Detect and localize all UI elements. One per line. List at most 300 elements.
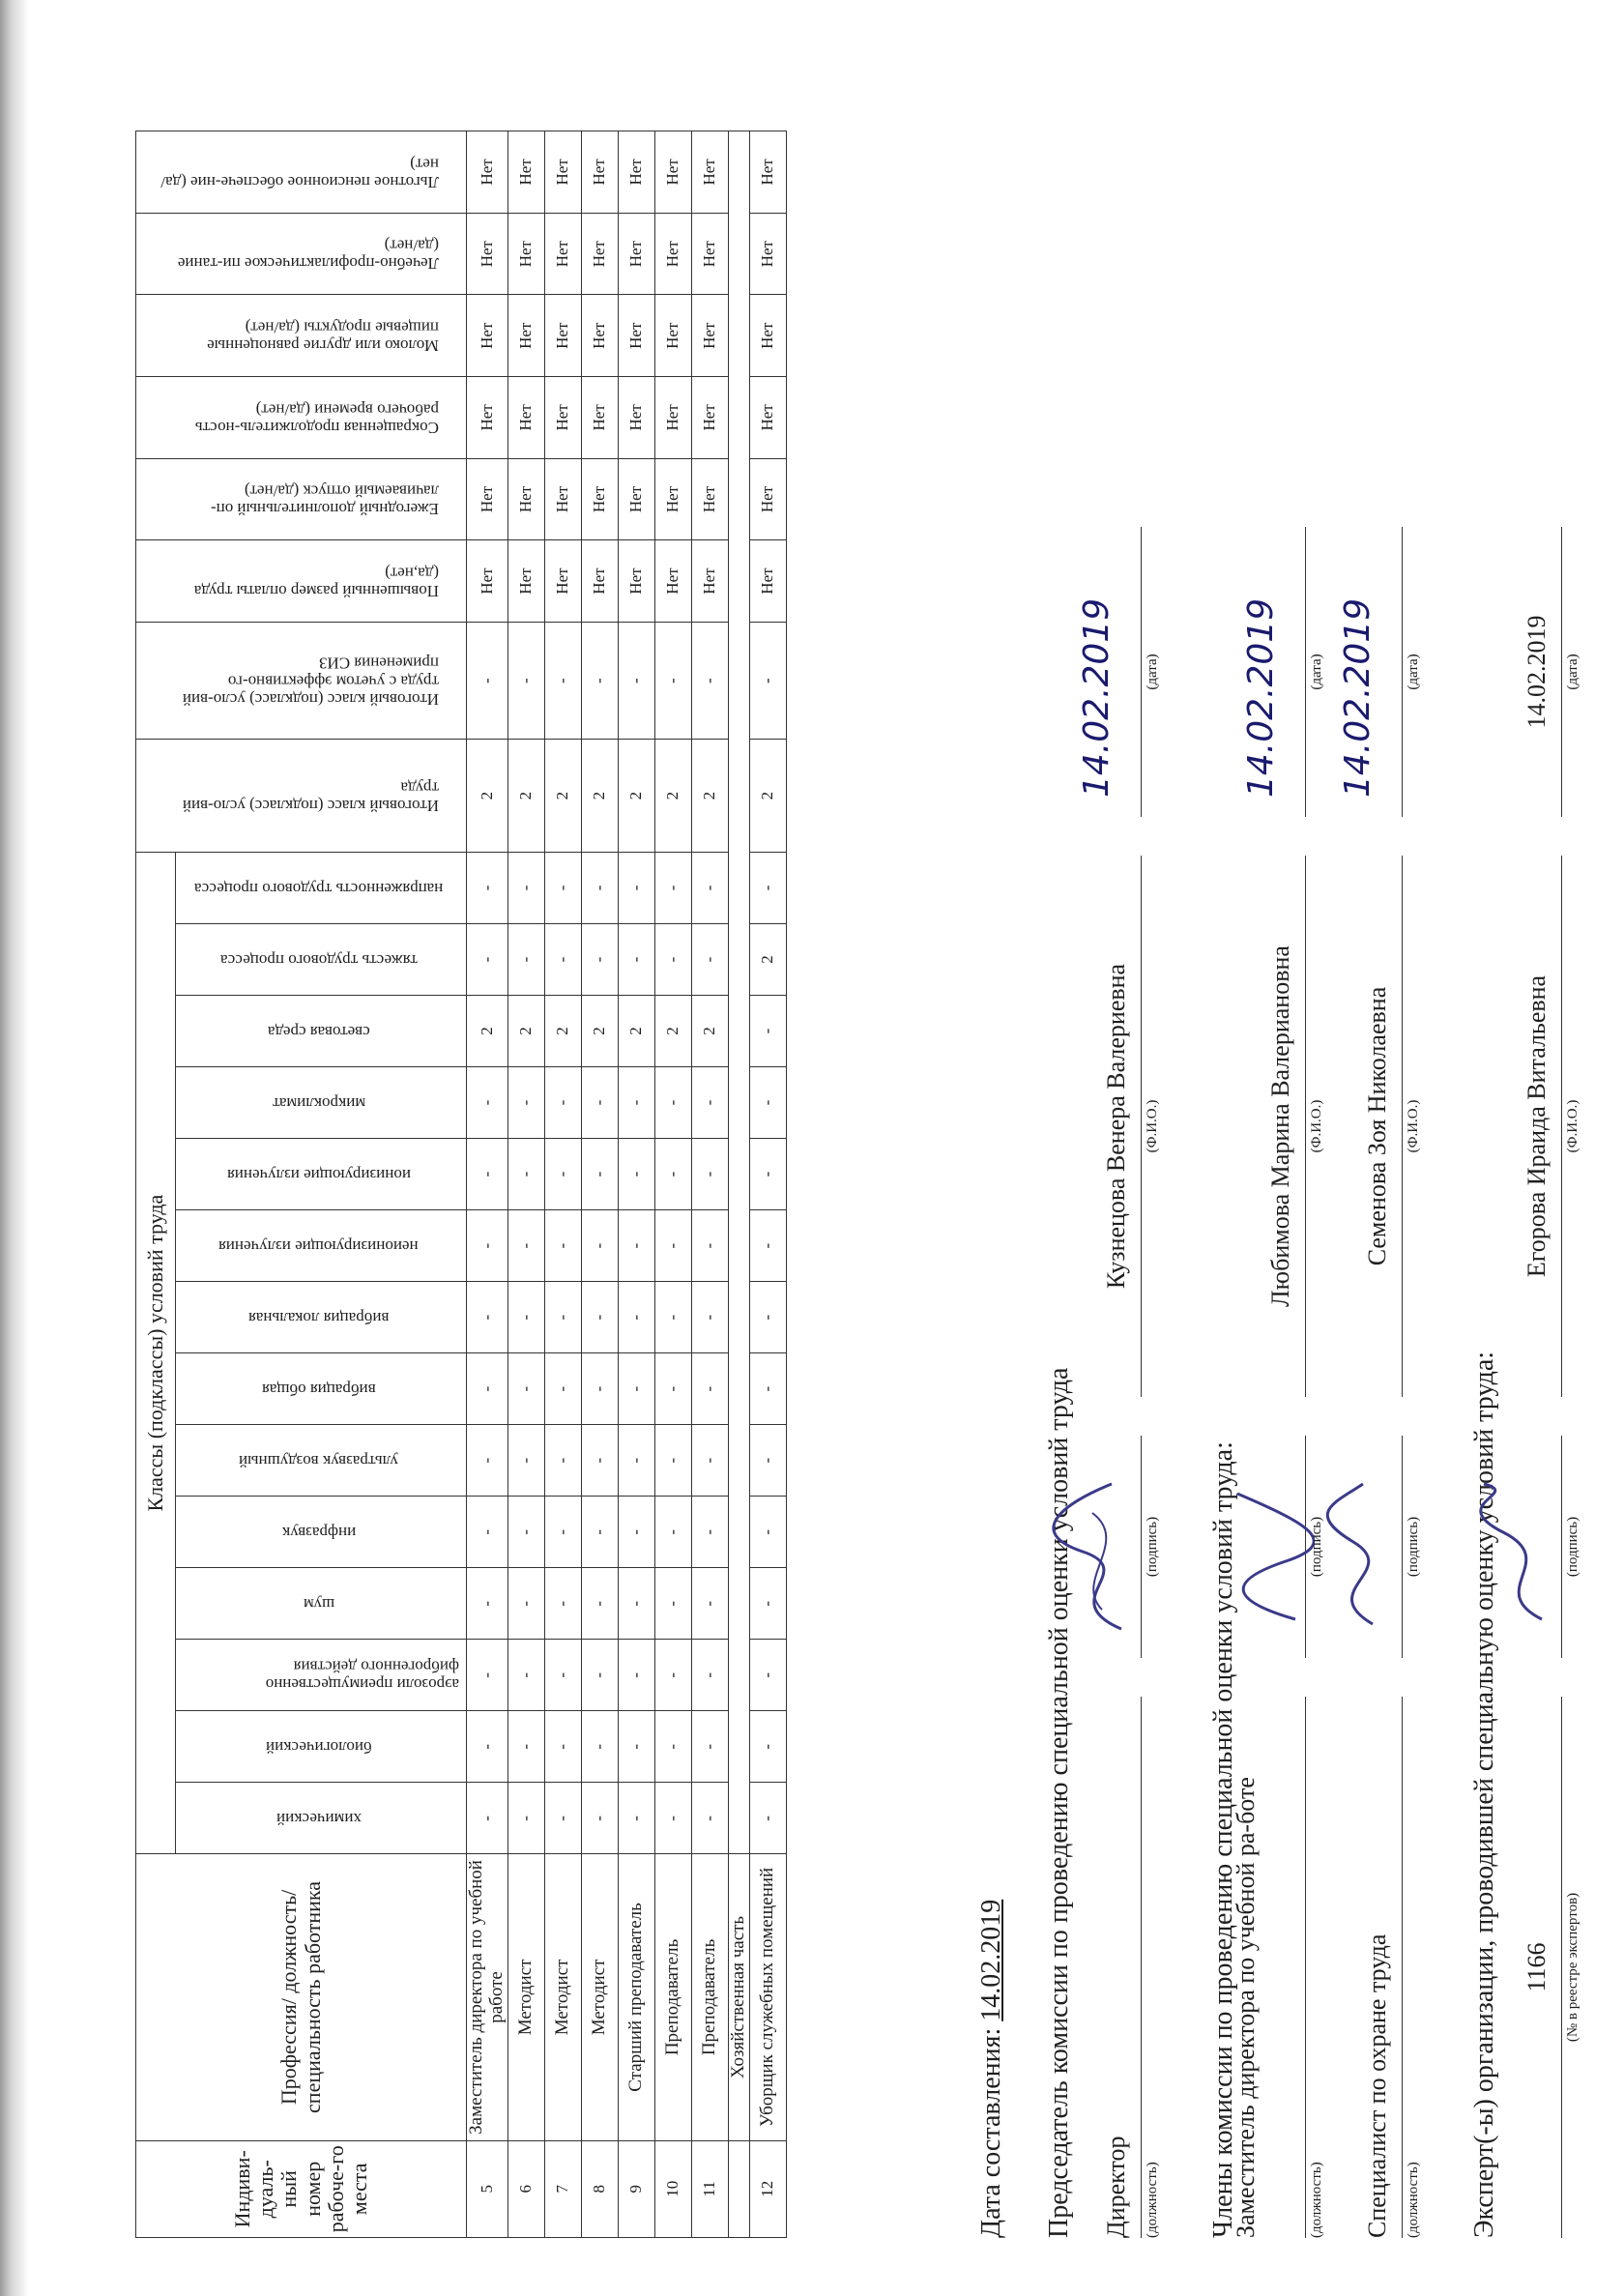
summary-value: Нет — [581, 295, 618, 377]
factor-value: - — [508, 1640, 544, 1711]
factor-value: - — [581, 1497, 618, 1568]
section-row — [728, 131, 749, 2238]
summary-value: - — [508, 622, 544, 740]
summary-value: Нет — [544, 295, 581, 377]
summary-header — [136, 540, 467, 623]
member-date: 14.02.2019 — [1338, 597, 1378, 798]
summary-value: Нет — [691, 458, 728, 540]
caption-fio: (Ф.И.О.) — [1565, 1099, 1580, 1153]
factor-value: - — [581, 1640, 618, 1711]
factor-value: - — [618, 1711, 654, 1783]
factor-value: - — [654, 1067, 691, 1139]
chair-name: Кузнецова Венера Валериевна — [1102, 856, 1142, 1397]
members-title: Члены комиссии по проведению специальной оценки условий труда: — [1208, 1441, 1238, 2238]
factor-label: микроклимат — [272, 1093, 365, 1113]
summary-label: Лечебно-профилактическое пи-тание (да/нет) — [178, 236, 440, 274]
factor-value: - — [618, 1353, 654, 1425]
factor-value: - — [508, 1568, 544, 1640]
profession-cell: Методист — [544, 1854, 581, 2140]
summary-value: 2 — [654, 740, 691, 852]
factor-value: 2 — [467, 996, 508, 1067]
summary-value: Нет — [654, 377, 691, 459]
factor-value: - — [749, 996, 786, 1067]
factor-value: - — [749, 1139, 786, 1210]
summary-value: Нет — [581, 213, 618, 295]
factor-value: - — [749, 1640, 786, 1711]
table-row — [544, 131, 581, 2238]
factor-header — [176, 852, 467, 923]
factor-value: - — [508, 1497, 544, 1568]
member-signature-row — [1338, 53, 1431, 2238]
factor-value: - — [544, 1497, 581, 1568]
summary-value: Нет — [749, 131, 786, 214]
factor-value: - — [544, 1711, 581, 1783]
summary-value: Нет — [467, 213, 508, 295]
factor-value: - — [544, 1210, 581, 1282]
sout-table — [135, 131, 787, 2238]
caption-signature: (подпись) — [1145, 1516, 1160, 1578]
summary-value: Нет — [544, 213, 581, 295]
summary-value: Нет — [508, 295, 544, 377]
caption-date: (дата) — [1565, 654, 1580, 690]
factor-label: ионизирующие излучения — [226, 1165, 411, 1184]
factor-value: - — [691, 1783, 728, 1854]
factor-value: - — [508, 852, 544, 923]
caption-date: (дата) — [1309, 654, 1324, 690]
summary-value: Нет — [654, 213, 691, 295]
factor-header — [176, 1353, 467, 1425]
summary-value: Нет — [618, 540, 654, 623]
summary-value: - — [618, 622, 654, 740]
chair-title: Председатель комиссии по проведению специальной оценки условий труда — [1044, 1367, 1074, 2238]
section-empty-cell — [728, 131, 749, 1854]
summary-header — [136, 295, 467, 377]
factor-value: - — [691, 923, 728, 995]
factor-value: - — [749, 1783, 786, 1854]
factor-value: - — [581, 1282, 618, 1353]
profession-cell: Методист — [508, 1854, 544, 2140]
factor-value: - — [544, 1067, 581, 1139]
profession-cell: Старший преподаватель — [618, 1854, 654, 2140]
summary-value: - — [654, 622, 691, 740]
factor-value: - — [749, 852, 786, 923]
factor-value: - — [618, 852, 654, 923]
factor-header — [176, 1568, 467, 1640]
table-row — [467, 131, 508, 2238]
summary-value: Нет — [508, 540, 544, 623]
summary-value: Нет — [544, 377, 581, 459]
factor-value: - — [618, 1783, 654, 1854]
factor-value: - — [467, 1783, 508, 1854]
factor-value: - — [691, 1640, 728, 1711]
caption-signature: (подпись) — [1406, 1516, 1421, 1578]
factor-value: 2 — [581, 996, 618, 1067]
factor-value: - — [467, 1210, 508, 1282]
caption-fio: (Ф.И.О.) — [1145, 1099, 1160, 1153]
chair-signature-field — [1102, 1436, 1142, 1658]
caption-registry: (№ в реестре экспертов) — [1565, 1892, 1580, 2043]
factor-value: - — [691, 1497, 728, 1568]
factor-label: неионизирующие излучения — [218, 1236, 419, 1256]
summary-value: Нет — [654, 131, 691, 214]
member-position: Специалист по охране труда — [1363, 1697, 1403, 2238]
factor-header — [176, 1425, 467, 1497]
factor-value: 2 — [544, 996, 581, 1067]
factor-value: - — [467, 923, 508, 995]
factor-label: напряженность трудового процесса — [194, 879, 444, 898]
summary-value: Нет — [618, 377, 654, 459]
table-row — [581, 131, 618, 2238]
factor-value: - — [749, 1568, 786, 1640]
summary-header — [136, 213, 467, 295]
factor-value: - — [544, 1425, 581, 1497]
factor-value: - — [544, 1568, 581, 1640]
summary-value: Нет — [691, 540, 728, 623]
workplace-number: 9 — [618, 2140, 654, 2237]
factor-value: - — [467, 1139, 508, 1210]
summary-label: Сокращенная продолжитель-ность рабочего времени (да/нет) — [195, 399, 440, 437]
summary-value: - — [749, 622, 786, 740]
factor-value: - — [581, 1210, 618, 1282]
caption-position: (должность) — [1309, 2162, 1324, 2238]
factor-label: тяжесть трудового процесса — [219, 950, 418, 970]
summary-header — [136, 458, 467, 540]
table-row — [749, 131, 786, 2238]
profession-cell: Уборщик служебных помещений — [749, 1854, 786, 2140]
summary-value: Нет — [691, 377, 728, 459]
summary-value: Нет — [467, 377, 508, 459]
factor-value: - — [544, 923, 581, 995]
expert-date: 14.02.2019 — [1522, 527, 1562, 817]
factor-value: - — [691, 1282, 728, 1353]
expert-title: Эксперт(-ы) организации, проводившей специальную оценку условий труда: — [1469, 1351, 1499, 2238]
summary-header — [136, 740, 467, 852]
summary-value: Нет — [544, 458, 581, 540]
member-date-field — [1241, 527, 1306, 817]
factor-label: световая среда — [267, 1022, 370, 1041]
factor-value: - — [749, 1425, 786, 1497]
factor-value: - — [467, 852, 508, 923]
summary-header — [136, 131, 467, 214]
profession-cell: Заместитель директора по учебной работе — [467, 1854, 508, 2140]
factor-value: 2 — [508, 996, 544, 1067]
summary-value: Нет — [618, 295, 654, 377]
factor-value: - — [581, 1783, 618, 1854]
factor-label: ультразвук воздушный — [239, 1452, 399, 1471]
chair-date-field — [1077, 527, 1142, 817]
factor-value: - — [618, 1568, 654, 1640]
caption-date: (дата) — [1145, 654, 1160, 690]
factor-value: - — [508, 1711, 544, 1783]
table-row — [654, 131, 691, 2238]
caption-signature: (подпись) — [1309, 1516, 1324, 1578]
factor-value: - — [544, 1783, 581, 1854]
factor-label: вибрация общая — [261, 1381, 376, 1400]
factor-value: - — [544, 1640, 581, 1711]
profession-cell: Методист — [581, 1854, 618, 2140]
factor-header — [176, 1497, 467, 1568]
profession-cell: Преподаватель — [691, 1854, 728, 2140]
table-row — [691, 131, 728, 2238]
member-date-field — [1338, 527, 1403, 817]
summary-label: Итоговый класс (подкласс) усло-вий труда с учетом эффективно-го применения СИЗ — [183, 654, 440, 710]
factor-value: 2 — [618, 996, 654, 1067]
factor-value: - — [508, 1210, 544, 1282]
summary-value: Нет — [654, 295, 691, 377]
factor-value: - — [654, 1783, 691, 1854]
section-empty-cell — [728, 2140, 749, 2237]
summary-value: Нет — [467, 295, 508, 377]
summary-value: Нет — [749, 377, 786, 459]
factor-value: - — [691, 1139, 728, 1210]
classes-group-header: Классы (подклассы) условий труда — [136, 852, 176, 1854]
factor-value: - — [544, 1139, 581, 1210]
member-name: Семенова Зоя Николаевна — [1363, 856, 1403, 1397]
factor-value: - — [467, 1353, 508, 1425]
factor-value: - — [691, 1568, 728, 1640]
factor-value: - — [467, 1067, 508, 1139]
factor-header — [176, 1783, 467, 1854]
expert-reg: 1166 — [1522, 1697, 1562, 2238]
factor-value: - — [581, 1067, 618, 1139]
factor-value: - — [467, 1568, 508, 1640]
factor-value: - — [581, 1425, 618, 1497]
summary-value: - — [467, 622, 508, 740]
factor-value: - — [467, 1282, 508, 1353]
factor-value: - — [467, 1497, 508, 1568]
table-row — [508, 131, 544, 2238]
factor-value: - — [581, 1353, 618, 1425]
factor-value: - — [691, 1711, 728, 1783]
summary-value: Нет — [467, 540, 508, 623]
factor-value: - — [508, 1067, 544, 1139]
factor-value: - — [691, 1425, 728, 1497]
factor-value: - — [508, 923, 544, 995]
workplace-number: 6 — [508, 2140, 544, 2237]
caption-fio: (Ф.И.О.) — [1309, 1099, 1324, 1153]
factor-value: - — [749, 1210, 786, 1282]
factor-label: аэрозоли преимущественно фиброгенного действия — [265, 1657, 459, 1695]
factor-label: вибрация локальная — [247, 1308, 390, 1327]
factor-value: - — [618, 1640, 654, 1711]
factor-value: - — [654, 1497, 691, 1568]
factor-label: шум — [303, 1595, 334, 1614]
summary-value: Нет — [618, 213, 654, 295]
factor-header — [176, 996, 467, 1067]
factor-value: - — [618, 1425, 654, 1497]
member-date: 14.02.2019 — [1241, 597, 1281, 798]
table-row — [618, 131, 654, 2238]
factor-value: - — [618, 923, 654, 995]
member-position: Заместитель директора по учебной ра-боте — [1228, 1697, 1306, 2238]
factor-value: - — [508, 1282, 544, 1353]
summary-value: 2 — [618, 740, 654, 852]
scan-edge — [0, 0, 29, 2296]
member-signature — [1305, 1474, 1411, 1639]
summary-value: Нет — [544, 540, 581, 623]
workplace-number: 11 — [691, 2140, 728, 2237]
factor-value: - — [544, 1282, 581, 1353]
workplace-number: 7 — [544, 2140, 581, 2237]
factor-value: - — [654, 852, 691, 923]
summary-value: Нет — [581, 377, 618, 459]
factor-value: - — [654, 1139, 691, 1210]
factor-value: - — [581, 1568, 618, 1640]
summary-value: Нет — [691, 295, 728, 377]
factor-value: - — [691, 1067, 728, 1139]
summary-value: Нет — [581, 458, 618, 540]
chair-date: 14.02.2019 — [1077, 597, 1116, 798]
summary-value: Нет — [749, 458, 786, 540]
caption-position: (должность) — [1145, 2162, 1160, 2238]
summary-label: Итоговый класс (подкласс) усло-вий труда — [183, 778, 440, 815]
factor-value: - — [508, 1425, 544, 1497]
factor-header — [176, 1139, 467, 1210]
member-signature-field — [1266, 1436, 1306, 1658]
expert-signature-row — [1522, 53, 1590, 2238]
summary-value: Нет — [618, 458, 654, 540]
member-signature-field — [1363, 1436, 1403, 1658]
summary-value: Нет — [749, 540, 786, 623]
workplace-number: 12 — [749, 2140, 786, 2237]
factor-value: - — [467, 1425, 508, 1497]
factor-label: инфразвук — [281, 1524, 356, 1543]
col-num-header: Индиви-дуаль-ный номер рабоче-го места — [136, 2140, 467, 2237]
summary-value: 2 — [508, 740, 544, 852]
factor-value: - — [467, 1640, 508, 1711]
factor-header — [176, 1282, 467, 1353]
factor-header — [176, 923, 467, 995]
factor-value: - — [654, 1282, 691, 1353]
factor-value: - — [581, 852, 618, 923]
factor-value: - — [581, 923, 618, 995]
chair-signature-row — [1077, 53, 1170, 2238]
factor-value: - — [654, 1210, 691, 1282]
summary-label: Повышенный размер оплаты труда (да,нет) — [193, 564, 440, 600]
summary-value: Нет — [691, 131, 728, 214]
factor-value: - — [581, 1139, 618, 1210]
factor-value: - — [654, 1640, 691, 1711]
caption-signature: (подпись) — [1565, 1516, 1580, 1578]
factor-value: 2 — [654, 996, 691, 1067]
compiled-label: Дата составления: — [976, 2027, 1006, 2238]
factor-value: - — [508, 1139, 544, 1210]
summary-label: Льготное пенсионное обеспече-ние (да/нет) — [160, 154, 440, 191]
summary-header — [136, 377, 467, 459]
summary-label: Ежегодный дополнительный оп-лачиваемый отпуск (да/нет) — [211, 481, 440, 519]
col-prof-header: Профессия/ должность/ специальность работника — [136, 1854, 467, 2140]
summary-header — [136, 622, 467, 740]
summary-value: Нет — [508, 213, 544, 295]
summary-value: Нет — [654, 458, 691, 540]
summary-value: Нет — [467, 458, 508, 540]
member-signature-row — [1232, 53, 1334, 2238]
factor-value: - — [749, 1353, 786, 1425]
caption-date: (дата) — [1406, 654, 1421, 690]
expert-signature — [1464, 1474, 1571, 1639]
factor-value: - — [654, 1425, 691, 1497]
factor-value: 2 — [749, 923, 786, 995]
factor-value: - — [544, 1353, 581, 1425]
summary-value: 2 — [691, 740, 728, 852]
member-signature — [1208, 1474, 1315, 1639]
factor-value: - — [654, 923, 691, 995]
factor-value: - — [618, 1139, 654, 1210]
summary-value: Нет — [508, 458, 544, 540]
compiled-date-line — [976, 1900, 1007, 2238]
factor-value: - — [749, 1067, 786, 1139]
factor-header — [176, 1711, 467, 1783]
factor-value: - — [654, 1568, 691, 1640]
summary-value: Нет — [618, 131, 654, 214]
summary-value: Нет — [467, 131, 508, 214]
summary-value: - — [691, 622, 728, 740]
factor-value: - — [691, 1353, 728, 1425]
caption-position: (должность) — [1406, 2162, 1421, 2238]
summary-value: Нет — [581, 131, 618, 214]
summary-value: - — [581, 622, 618, 740]
factor-header — [176, 1067, 467, 1139]
profession-cell: Преподаватель — [654, 1854, 691, 2140]
expert-signature-field — [1522, 1436, 1562, 1658]
member-name: Любимова Марина Валериановна — [1266, 856, 1306, 1397]
summary-value: Нет — [691, 213, 728, 295]
factor-value: - — [508, 1783, 544, 1854]
workplace-number: 5 — [467, 2140, 508, 2237]
section-title: Хозяйственная часть — [728, 1854, 749, 2140]
factor-value: - — [618, 1282, 654, 1353]
summary-value: Нет — [654, 540, 691, 623]
table-body — [467, 131, 787, 2238]
factor-value: - — [654, 1353, 691, 1425]
factor-value: - — [654, 1711, 691, 1783]
factor-value: - — [618, 1210, 654, 1282]
summary-value: 2 — [467, 740, 508, 852]
summary-value: Нет — [508, 131, 544, 214]
factor-label: химический — [276, 1810, 362, 1829]
chair-signature — [1044, 1474, 1150, 1639]
factor-value: - — [618, 1067, 654, 1139]
factor-label: биологический — [265, 1738, 372, 1758]
summary-value: Нет — [749, 295, 786, 377]
summary-value: 2 — [544, 740, 581, 852]
factor-header — [176, 1210, 467, 1282]
caption-fio: (Ф.И.О.) — [1406, 1099, 1421, 1153]
factor-value: - — [544, 852, 581, 923]
factor-value: - — [691, 852, 728, 923]
factor-value: 2 — [691, 996, 728, 1067]
summary-value: Нет — [581, 540, 618, 623]
workplace-number: 10 — [654, 2140, 691, 2237]
factor-header — [176, 1640, 467, 1711]
summary-label: Молоко или другие равноценные пищевые продукты (да/нет) — [207, 318, 440, 355]
factor-value: - — [581, 1711, 618, 1783]
factor-value: - — [618, 1497, 654, 1568]
factor-value: - — [749, 1497, 786, 1568]
workplace-number: 8 — [581, 2140, 618, 2237]
factor-value: - — [749, 1711, 786, 1783]
factor-value: - — [691, 1210, 728, 1282]
summary-value: Нет — [749, 213, 786, 295]
chair-position: Директор — [1102, 1697, 1142, 2238]
summary-value: - — [544, 622, 581, 740]
factor-value: - — [508, 1353, 544, 1425]
summary-value: 2 — [749, 740, 786, 852]
expert-name: Егорова Ираида Витальевна — [1522, 856, 1562, 1397]
factor-value: - — [749, 1282, 786, 1353]
compiled-date: 14.02.2019 — [976, 1899, 1006, 2021]
factor-value: - — [467, 1711, 508, 1783]
